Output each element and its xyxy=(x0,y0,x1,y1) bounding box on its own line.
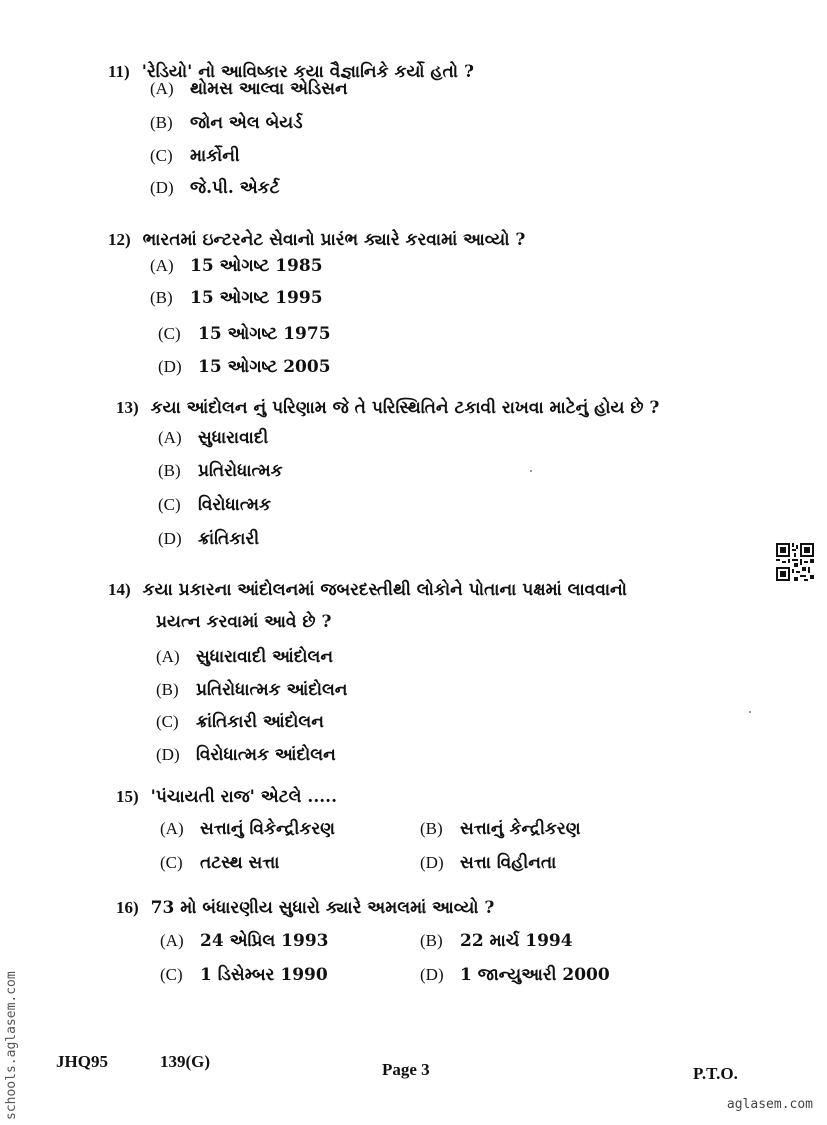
scan-speck xyxy=(749,711,751,713)
option-a: (A) 24 એપ્રિલ 1993 xyxy=(160,931,329,951)
question-number: 16) xyxy=(116,898,139,917)
option-a: (A) 15 ઓગષ્ટ 1985 xyxy=(150,256,323,276)
option-c: (C) ક્રાંતિકારી આંદોલન xyxy=(156,712,324,732)
option-b: (B) સત્તાનું કેન્દ્રીકરણ xyxy=(420,819,581,839)
option-d: (D) સત્તા વિહીનતા xyxy=(420,853,557,873)
footer-code: JHQ95 xyxy=(56,1052,108,1071)
option-d: (D) ક્રાંતિકારી xyxy=(158,529,260,549)
option-c: (C) તટસ્થ સત્તા xyxy=(160,853,280,873)
option-b: (B) જોન એલ બેયર્ડ xyxy=(150,113,303,133)
question-number: 11) xyxy=(108,62,130,81)
option-b: (B) પ્રતિરોધાત્મક આંદોલન xyxy=(156,680,348,700)
option-a: (A) થોમસ આલ્વા એડિસન xyxy=(150,79,348,99)
question-number: 14) xyxy=(108,580,131,599)
question-number: 15) xyxy=(116,787,139,806)
side-watermark: schools.aglasem.com xyxy=(4,971,19,1120)
question-text: 14) કયા પ્રકારના આંદોલનમાં જબરદસ્તીથી લોકોને પોતાના પક્ષમાં લાવવાનો xyxy=(108,580,627,600)
scan-speck xyxy=(530,470,532,472)
question-text: 13) કયા આંદોલન નું પરિણામ જે તે પરિસ્થિતિને ટકાવી રાખવા માટેનું હોય છે ? xyxy=(116,398,660,418)
option-b: (B) પ્રતિરોધાત્મક xyxy=(158,461,283,481)
question-text: 11) 'રેડિયો' નો આવિષ્કાર કયા વૈજ્ઞાનિકે કર્યો હતો ? xyxy=(108,62,474,82)
option-d: (D) 15 ઓગષ્ટ 2005 xyxy=(158,357,331,377)
option-b: (B) 22 માર્ચ 1994 xyxy=(420,931,573,951)
option-c: (C) 1 ડિસેમ્બર 1990 xyxy=(160,965,328,985)
corner-watermark: aglasem.com xyxy=(726,1097,813,1112)
question-number: 13) xyxy=(116,398,139,417)
option-d: (D) જે.પી. એકર્ટ xyxy=(150,178,280,198)
footer-page: Page 3 xyxy=(382,1060,430,1079)
footer-pto: P.T.O. xyxy=(693,1064,738,1083)
question-text: 16) 73 મો બંધારણીય સુધારો ક્યારે અમલમાં આવ્યો ? xyxy=(116,898,495,918)
option-c: (C) વિરોધાત્મક xyxy=(158,495,271,515)
question-text: 15) 'પંચાયતી રાજ' એટલે ..... xyxy=(116,787,337,807)
question-text: 12) ભારતમાં ઇન્ટરનેટ સેવાનો પ્રારંભ ક્યારે કરવામાં આવ્યો ? xyxy=(108,230,526,250)
option-a: (A) સુધારાવાદી xyxy=(158,428,269,448)
option-d: (D) 1 જાન્યુઆરી 2000 xyxy=(420,965,610,985)
question-number: 12) xyxy=(108,230,131,249)
option-c: (C) માર્કોની xyxy=(150,146,240,166)
option-b: (B) 15 ઓગષ્ટ 1995 xyxy=(150,288,323,308)
footer-paper: 139(G) xyxy=(160,1052,211,1071)
option-a: (A) સત્તાનું વિકેન્દ્રીકરણ xyxy=(160,819,335,839)
qr-code xyxy=(776,543,814,581)
question-text-continued: પ્રયત્ન કરવામાં આવે છે ? xyxy=(156,612,332,632)
option-a: (A) સુધારાવાદી આંદોલન xyxy=(156,647,334,667)
option-d: (D) વિરોધાત્મક આંદોલન xyxy=(156,745,336,765)
option-c: (C) 15 ઓગષ્ટ 1975 xyxy=(158,324,331,344)
